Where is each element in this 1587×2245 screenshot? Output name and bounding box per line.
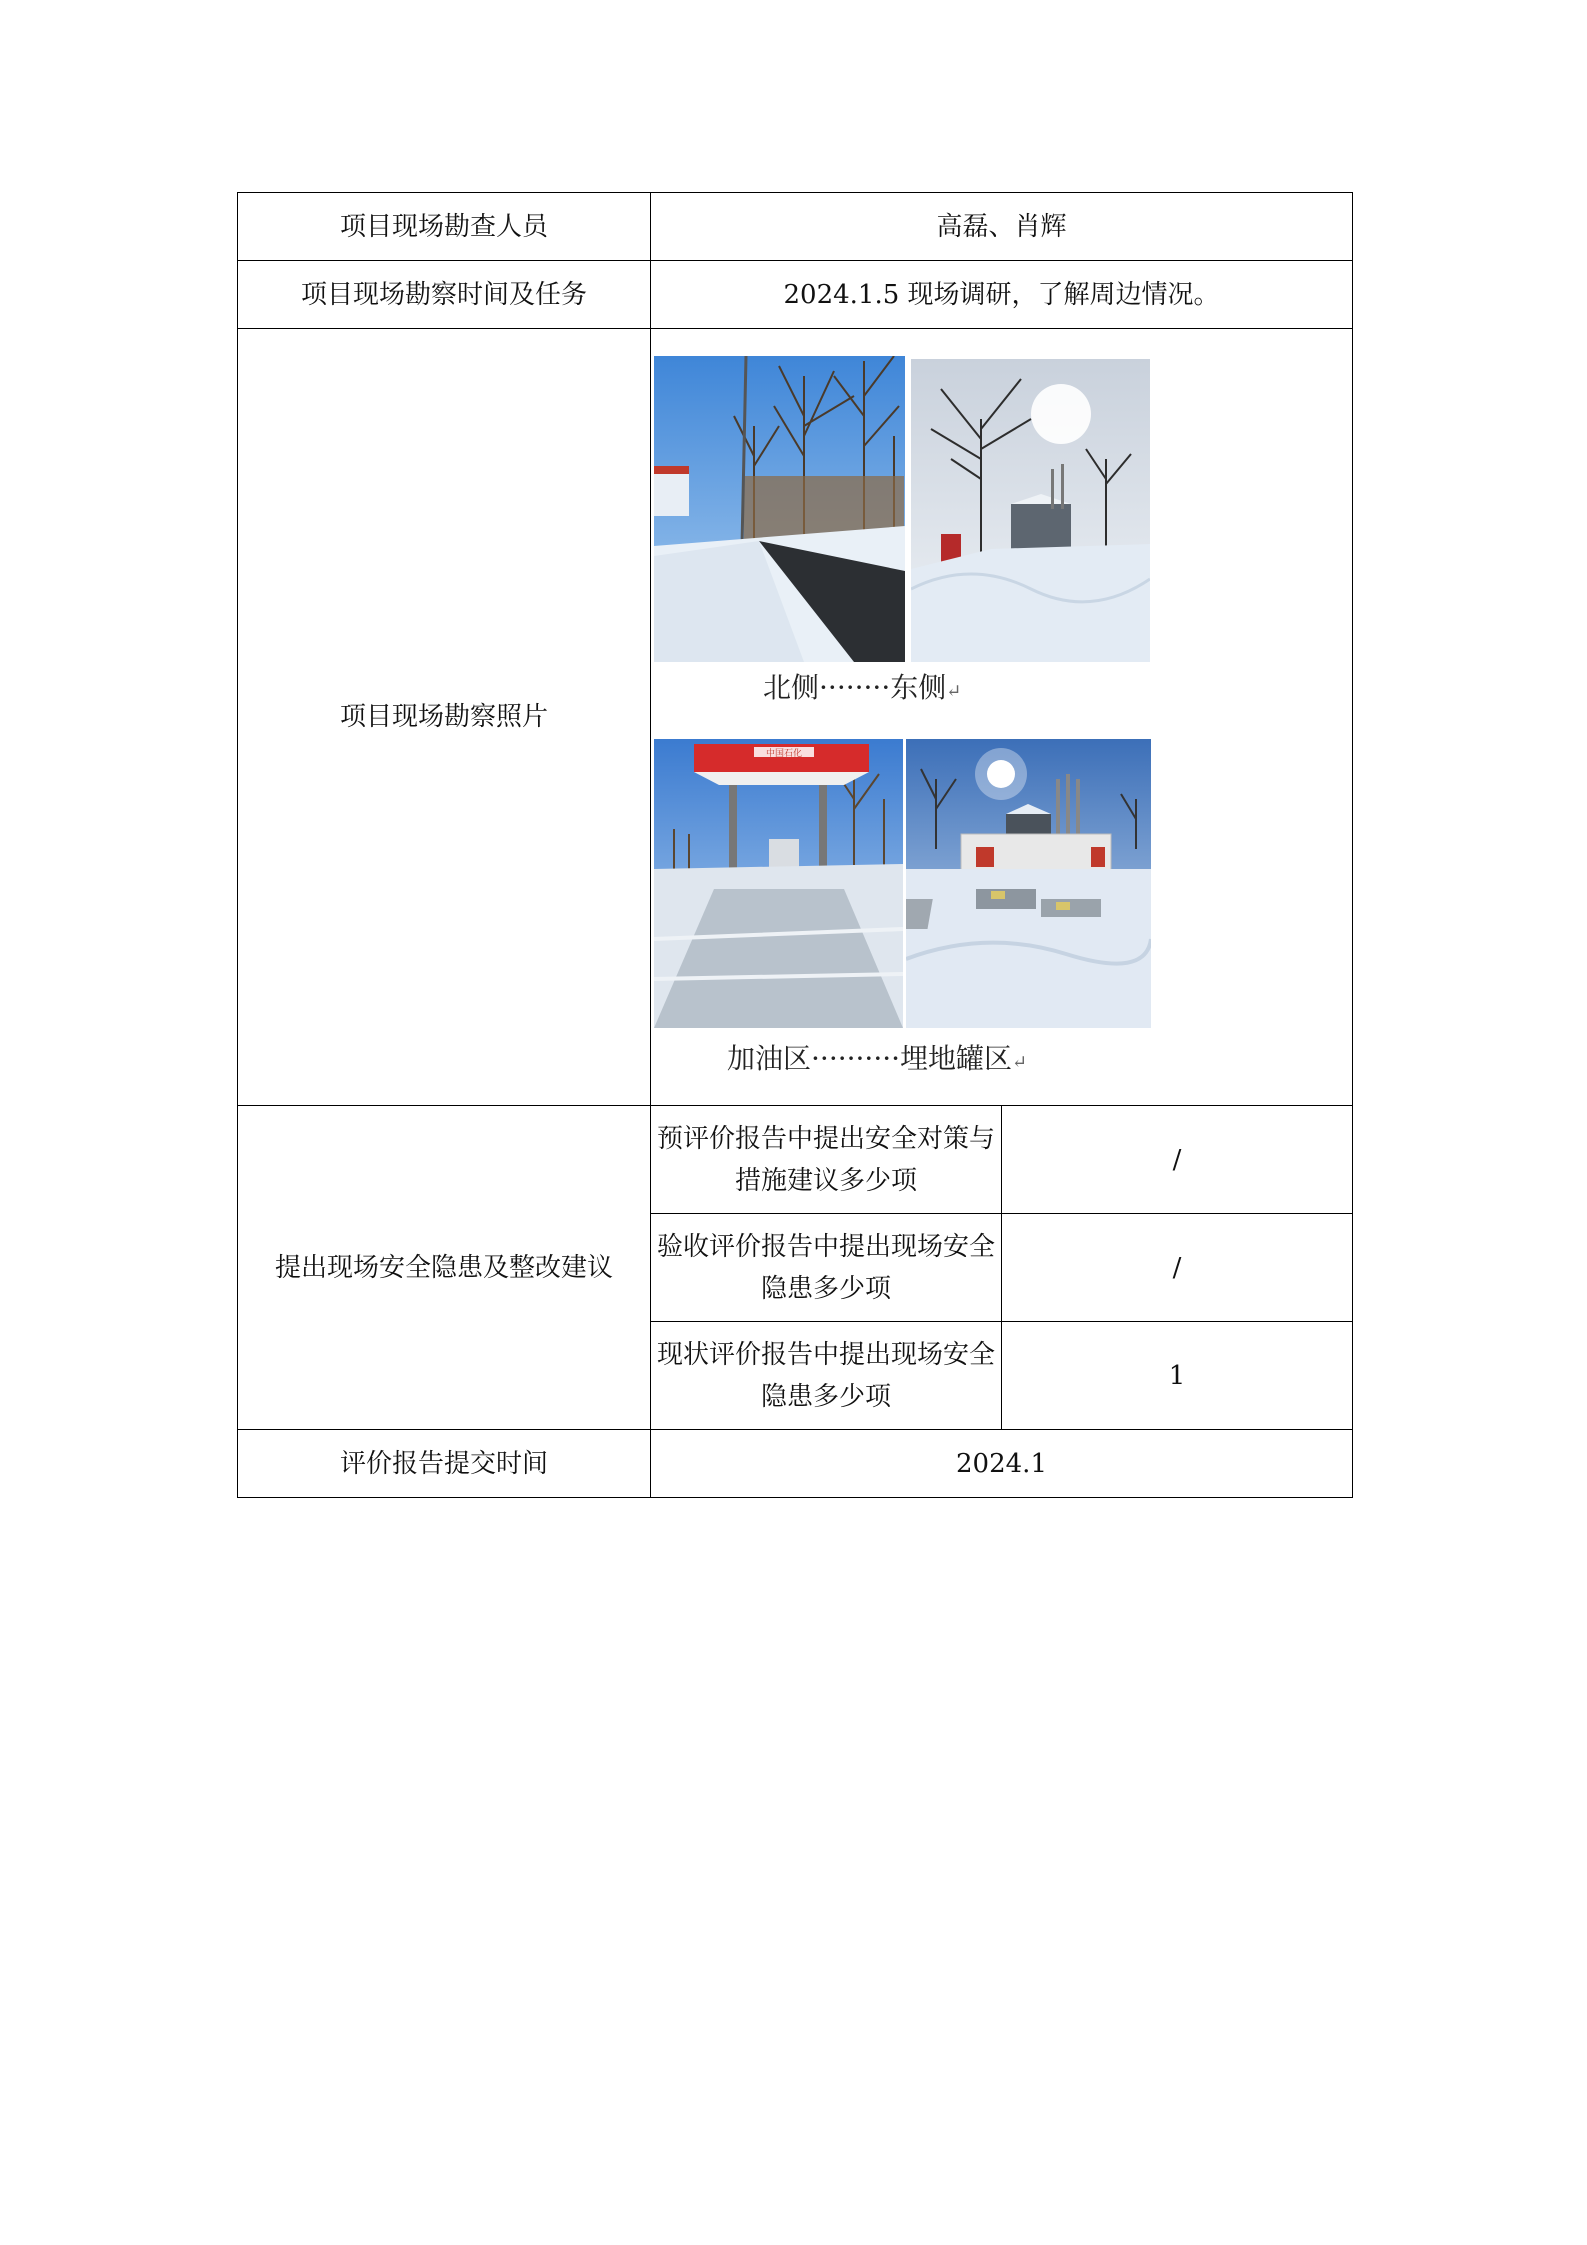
evaluation-form <box>237 192 1352 1498</box>
canopy-sign-text: 中国石化 <box>765 749 803 759</box>
photo-panel <box>651 329 1352 1105</box>
label-submit-time: 评价报告提交时间 <box>238 1430 651 1498</box>
caption-fueling: 加油区 <box>727 1042 812 1075</box>
value-submit-time: 2024.1 <box>651 1430 1353 1498</box>
label-survey-staff: 项目现场勘查人员 <box>238 193 651 261</box>
row-survey-staff <box>238 193 1353 261</box>
caption-tank: 埋地罐区 <box>900 1042 1013 1075</box>
caption-dots-top: ········ <box>819 671 891 704</box>
question-acceptance-eval: 验收评价报告中提出现场安全隐患多少项 <box>651 1214 1002 1322</box>
caption-top <box>763 672 961 708</box>
photo-tank-area <box>906 739 1151 1028</box>
question-status-eval: 现状评价报告中提出现场安全隐患多少项 <box>651 1322 1002 1430</box>
return-mark-icon: ↵ <box>946 681 962 702</box>
label-survey-time: 项目现场勘察时间及任务 <box>238 261 651 329</box>
value-survey-time: 2024.1.5 现场调研，了解周边情况。 <box>651 261 1353 329</box>
label-hazards: 提出现场安全隐患及整改建议 <box>238 1106 651 1430</box>
photo-east <box>911 359 1150 662</box>
row-survey-photos <box>238 329 1353 1106</box>
question-pre-eval: 预评价报告中提出安全对策与措施建议多少项 <box>651 1106 1002 1214</box>
value-survey-staff: 高磊、肖辉 <box>651 193 1353 261</box>
caption-east: 东侧 <box>890 671 947 704</box>
value-status-eval: 1 <box>1002 1322 1353 1430</box>
row-hazard-1 <box>238 1106 1353 1214</box>
value-acceptance-eval: / <box>1002 1214 1353 1322</box>
caption-bottom <box>727 1043 1027 1079</box>
label-survey-photos: 项目现场勘察照片 <box>238 329 651 1106</box>
row-survey-time <box>238 261 1353 329</box>
photo-fueling-area <box>654 739 903 1028</box>
caption-north: 北侧 <box>763 671 820 704</box>
survey-table <box>237 192 1353 1498</box>
row-submit-time <box>238 1430 1353 1498</box>
return-mark-icon: ↵ <box>1012 1052 1028 1073</box>
caption-dots-bottom: ·········· <box>811 1042 901 1075</box>
value-pre-eval: / <box>1002 1106 1353 1214</box>
photo-north <box>654 356 905 662</box>
